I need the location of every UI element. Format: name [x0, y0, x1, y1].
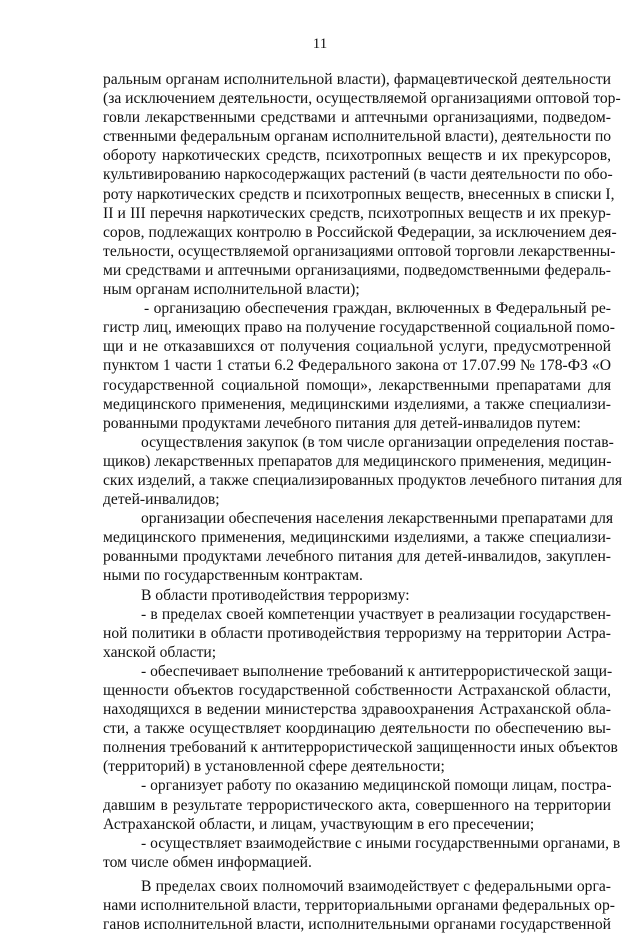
text-line: говли лекарственными средствами и аптечными организациями, подведом- [103, 109, 611, 127]
text-line: давшим в результате террористического акта, совершенного на территории [103, 796, 611, 814]
text-line: том числе обмен информацией. [103, 853, 312, 871]
text-line: ми средствами и аптечными организациями, подведомственными федераль- [103, 261, 611, 279]
text-line: культивированию наркосодержащих растений (в части деятельности по обо- [103, 166, 613, 184]
text-line: роту наркотических средств и психотропных веществ, внесенных в списки I, [103, 185, 615, 203]
text-line: тельности, осуществляемой организациями оптовой торговли лекарственны- [103, 242, 616, 260]
text-line: обороту наркотических средств, психотропных веществ и их прекурсоров, [103, 147, 611, 165]
text-line: - обеспечивает выполнение требований к антитеррористической защи- [141, 662, 613, 680]
text-line: медицинского применения, медицинскими изделиями, а также специализи- [103, 395, 611, 413]
text-line: детей-инвалидов; [103, 491, 220, 509]
text-line: В области противодействия терроризму: [141, 586, 410, 604]
text-line: пунктом 1 части 1 статьи 6.2 Федерального закона от 17.07.99 № 178-ФЗ «О [103, 357, 611, 375]
text-line: щенности объектов государственной собственности Астраханской области, [103, 682, 611, 699]
text-line: сти, а также осуществляет координацию деятельности по обеспечению вы- [103, 720, 611, 738]
text-line: Астраханской области, и лицам, участвующим в его пресечении; [103, 815, 535, 833]
text-line: II и III перечня наркотических средств, психотропных веществ и их прекур- [103, 204, 611, 222]
text-line: ными по государственным контрактам. [103, 567, 363, 585]
page-number: 11 [312, 36, 328, 52]
text-line: ственными федеральным органам исполнительной власти), деятельности по [103, 128, 612, 146]
text-line: щиков) лекарственных препаратов для медицинского применения, медицин- [103, 452, 612, 470]
text-line: находящихся в ведении министерства здравоохранения Астраханской обла- [103, 701, 611, 719]
text-line: (территорий) в установленной сфере деятельности; [103, 758, 445, 776]
text-line: полнения требований к антитеррористической защищенности иных объектов [103, 739, 618, 757]
text-line: медицинского применения, медицинскими изделиями, а также специализи- [103, 529, 611, 547]
document-body [103, 70, 623, 934]
text-line: ских изделий, а также специализированных продуктов лечебного питания для [103, 471, 623, 489]
text-line: ной политики в области противодействия терроризму на территории Астра- [103, 624, 611, 642]
text-line: (за исключением деятельности, осуществляемой организациями оптовой тор- [103, 90, 621, 108]
text-line: ганов исполнительной власти, исполнительными органами государственной [103, 916, 611, 934]
text-line: ральным органам исполнительной власти), фармацевтической деятельности [103, 71, 611, 88]
text-line: ным органам исполнительной власти); [103, 281, 360, 299]
text-line: организации обеспечения населения лекарственными препаратами для [141, 510, 614, 528]
text-line: щи и не отказавшихся от получения социальной услуги, предусмотренной [103, 338, 611, 356]
text-line: рованными продуктами лечебного питания для детей-инвалидов путем: [103, 414, 581, 432]
text-line: ханской области; [103, 643, 217, 661]
text-line: - организует работу по оказанию медицинской помощи лицам, постра- [141, 777, 612, 795]
text-line: осуществления закупок (в том числе организации определения постав- [141, 433, 614, 451]
text-line: - в пределах своей компетенции участвует в реализации государствен- [141, 605, 611, 623]
text-line: нами исполнительной власти, территориальными органами федеральных ор- [103, 897, 615, 915]
text-line: рованными продуктами лечебного питания для детей-инвалидов, закуплен- [103, 548, 611, 566]
text-line: гистр лиц, имеющих право на получение государственной социальной помо- [103, 319, 615, 337]
text-line: - организацию обеспечения граждан, включенных в Федеральный ре- [144, 300, 611, 318]
text-line: В пределах своих полномочий взаимодействует с федеральными орга- [141, 877, 611, 895]
text-line: - осуществляет взаимодействие с иными государственными органами, в [141, 834, 621, 852]
text-line: государственной социальной помощи», лекарственными препаратами для [103, 376, 611, 394]
text-line: соров, подлежащих контролю в Российской Федерации, за исключением дея- [103, 223, 617, 241]
